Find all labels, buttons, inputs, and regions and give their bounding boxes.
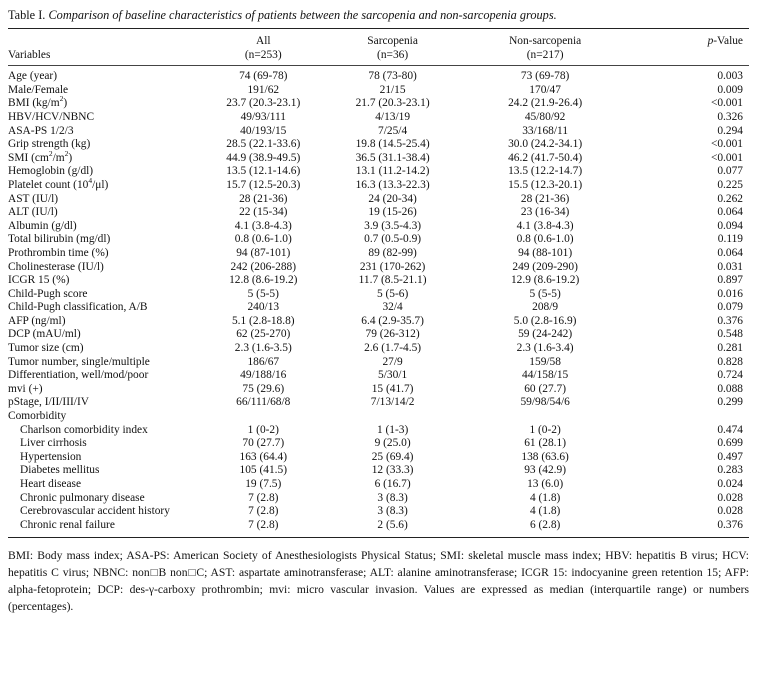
cell-p-value: 0.897 xyxy=(717,274,743,287)
cell-all: 5 (5-5) xyxy=(247,287,279,300)
cell-non-sarcopenia: 4 (1.8) xyxy=(529,491,561,504)
cell-sarcopenia: 3.9 (3.5-4.3) xyxy=(364,219,422,232)
table-row xyxy=(8,220,749,234)
cell-all: 191/62 xyxy=(247,83,280,96)
cell-p-value: 0.016 xyxy=(717,287,743,300)
cell-p-value: 0.225 xyxy=(717,178,743,191)
table-row xyxy=(8,437,749,451)
row-label-text: Charlson comorbidity index xyxy=(20,423,148,436)
cell-sarcopenia: 7/25/4 xyxy=(378,124,408,137)
row-label-text: Prothrombin time (%) xyxy=(8,246,109,259)
row-label-text: Comorbidity xyxy=(8,410,67,423)
row-label xyxy=(8,492,208,506)
row-label-text: BMI (kg/m xyxy=(8,97,60,110)
row-label xyxy=(8,165,208,179)
table-row xyxy=(8,505,749,519)
row-label-text: Albumin (g/dl) xyxy=(8,219,77,232)
row-label xyxy=(8,220,208,234)
cell-sarcopenia: 6 (16.7) xyxy=(374,478,411,490)
row-label xyxy=(8,261,208,275)
cell-p-value: 0.028 xyxy=(717,505,743,518)
cell-sarcopenia: 7/13/14/2 xyxy=(370,396,415,409)
cell-all: 242 (206-288) xyxy=(230,260,297,273)
table-row xyxy=(8,274,749,288)
row-label-superscript: 4 xyxy=(88,176,93,186)
cell-p-value: <0.001 xyxy=(710,138,743,151)
cell-sarcopenia: 2.6 (1.7-4.5) xyxy=(364,342,422,355)
header-all-label: All xyxy=(255,35,271,47)
row-label-text: Hypertension xyxy=(20,450,82,463)
cell-p-value: 0.724 xyxy=(717,369,743,382)
row-label-text: /μl) xyxy=(92,178,109,191)
cell-non-sarcopenia: 5 (5-5) xyxy=(529,287,561,300)
cell-sarcopenia: 0.7 (0.5-0.9) xyxy=(364,233,422,246)
table-container xyxy=(8,8,749,615)
cell-non-sarcopenia: 6 (2.8) xyxy=(529,518,561,531)
cell-all: 105 (41.5) xyxy=(239,464,287,477)
caption-label: Table I. xyxy=(8,8,46,22)
cell-all: 13.5 (12.1-14.6) xyxy=(226,165,301,178)
cell-non-sarcopenia xyxy=(467,410,624,424)
table-row xyxy=(8,383,749,397)
row-label xyxy=(8,176,208,193)
header-row xyxy=(8,29,749,65)
cell-all: 74 (69-78) xyxy=(239,70,288,83)
cell-p-value: 0.497 xyxy=(717,450,743,463)
cell-sarcopenia: 16.3 (13.3-22.3) xyxy=(355,178,430,191)
cell-sarcopenia: 19.8 (14.5-25.4) xyxy=(355,138,430,151)
cell-non-sarcopenia: 13.5 (12.2-14.7) xyxy=(508,165,583,178)
cell-sarcopenia: 5 (5-6) xyxy=(376,287,409,300)
cell-non-sarcopenia: 46.2 (41.7-50.4) xyxy=(508,151,583,164)
table-row xyxy=(8,451,749,465)
table-row xyxy=(8,152,749,166)
table-row xyxy=(8,247,749,261)
cell-all: 0.8 (0.6-1.0) xyxy=(234,233,292,246)
cell-p-value: 0.031 xyxy=(717,260,743,273)
row-label xyxy=(8,410,208,424)
table-row xyxy=(8,356,749,370)
table-caption xyxy=(8,8,749,28)
row-label xyxy=(8,519,208,538)
cell-sarcopenia: 6.4 (2.9-35.7) xyxy=(361,314,424,327)
cell-sarcopenia: 3 (8.3) xyxy=(377,505,408,518)
cell-p-value xyxy=(624,410,749,424)
row-label-text: AFP (ng/ml) xyxy=(8,314,66,327)
table-row xyxy=(8,396,749,410)
row-label xyxy=(8,138,208,152)
cell-non-sarcopenia: 45/80/92 xyxy=(524,110,566,123)
cell-all: 19 (7.5) xyxy=(245,478,282,490)
row-label-text: Child-Pugh score xyxy=(8,287,88,300)
row-label xyxy=(8,148,208,166)
cell-p-value: 0.699 xyxy=(717,437,743,450)
cell-non-sarcopenia: 33/168/11 xyxy=(522,124,569,137)
row-label-text: ICGR 15 (%) xyxy=(8,274,70,287)
cell-all: 23.7 (20.3-23.1) xyxy=(226,97,301,110)
table-row xyxy=(8,369,749,383)
cell-p-value: 0.828 xyxy=(717,355,743,368)
cell-non-sarcopenia: 1 (0-2) xyxy=(529,423,561,436)
table-row xyxy=(8,261,749,275)
row-label-text: Tumor size (cm) xyxy=(8,342,84,355)
row-label-superscript: 2 xyxy=(59,94,64,104)
row-label-text: ) xyxy=(63,97,68,110)
row-label xyxy=(8,505,208,519)
cell-all: 7 (2.8) xyxy=(248,505,279,518)
cell-p-value: 0.326 xyxy=(717,110,743,123)
row-label xyxy=(8,437,208,451)
row-label-text: Child-Pugh classification, A/B xyxy=(8,301,148,314)
row-label xyxy=(8,464,208,478)
cell-sarcopenia: 11.7 (8.5-21.1) xyxy=(358,274,427,287)
caption-text: Comparison of baseline characteristics of patients between the sarcopenia and non-sarcopenia groups. xyxy=(48,8,557,22)
cell-non-sarcopenia: 44/158/15 xyxy=(522,369,569,382)
row-label xyxy=(8,342,208,356)
cell-sarcopenia: 231 (170-262) xyxy=(359,260,426,273)
header-sarcopenia xyxy=(319,29,467,65)
cell-all: 7 (2.8) xyxy=(248,491,279,504)
cell-all: 62 (25-270) xyxy=(236,328,291,341)
table-row xyxy=(8,111,749,125)
row-label xyxy=(8,478,208,492)
table-row xyxy=(8,410,749,424)
row-label-text: Chronic pulmonary disease xyxy=(20,491,145,504)
row-label-text: Age (year) xyxy=(8,70,58,83)
row-label xyxy=(8,206,208,220)
row-label-text: Total bilirubin (mg/dl) xyxy=(8,233,111,246)
cell-sarcopenia: 2 (5.6) xyxy=(377,518,408,531)
row-label-text: ASA-PS 1/2/3 xyxy=(8,124,74,137)
cell-p-value: 0.281 xyxy=(717,342,743,355)
cell-sarcopenia: 25 (69.4) xyxy=(371,450,414,463)
row-label-text: HBV/HCV/NBNC xyxy=(8,110,95,123)
cell-sarcopenia: 89 (82-99) xyxy=(368,246,417,259)
row-label-text: Hemoglobin (g/dl) xyxy=(8,165,94,178)
cell-all: 1 (0-2) xyxy=(247,423,279,436)
header-sarcopenia-label: Sarcopenia xyxy=(367,35,418,47)
cell-non-sarcopenia: 94 (88-101) xyxy=(518,246,573,259)
cell-p-value: <0.001 xyxy=(710,151,743,164)
cell-non-sarcopenia: 4.1 (3.8-4.3) xyxy=(516,219,574,232)
table-row xyxy=(8,342,749,356)
row-label-text: Diabetes mellitus xyxy=(20,464,100,477)
table-row xyxy=(8,97,749,111)
cell-non-sarcopenia: 23 (16-34) xyxy=(520,206,570,219)
cell-all: 163 (64.4) xyxy=(239,450,287,463)
cell-non-sarcopenia: 138 (63.6) xyxy=(521,450,569,463)
row-label xyxy=(8,66,208,84)
header-non-sarcopenia-label: Non-sarcopenia xyxy=(509,35,582,47)
cell-sarcopenia: 36.5 (31.1-38.4) xyxy=(355,151,430,164)
table-row xyxy=(8,125,749,139)
cell-p-value: 0.064 xyxy=(717,246,743,259)
cell-p-value: 0.009 xyxy=(717,83,743,96)
cell-non-sarcopenia: 24.2 (21.9-26.4) xyxy=(508,97,583,110)
table-row xyxy=(8,315,749,329)
row-label xyxy=(8,84,208,98)
cell-all: 28 (21-36) xyxy=(239,192,288,205)
cell-all: 40/193/15 xyxy=(240,124,287,137)
cell-p-value: 0.119 xyxy=(717,233,743,246)
cell-sarcopenia: 21.7 (20.3-23.1) xyxy=(355,97,430,110)
row-label-text: Differentiation, well/mod/poor xyxy=(8,369,149,382)
row-label xyxy=(8,233,208,247)
cell-p-value: 0.376 xyxy=(717,314,743,327)
row-label xyxy=(8,369,208,383)
cell-sarcopenia: 24 (20-34) xyxy=(368,192,417,205)
cell-p-value: 0.094 xyxy=(717,219,743,232)
cell-p-value: 0.064 xyxy=(717,206,743,219)
cell-all: 7 (2.8) xyxy=(248,518,279,531)
cell-all: 28.5 (22.1-33.6) xyxy=(226,138,301,151)
cell-p-value: 0.474 xyxy=(717,423,743,436)
cell-p-value: 0.299 xyxy=(717,396,743,409)
table-row xyxy=(8,464,749,478)
cell-sarcopenia: 1 (1-3) xyxy=(376,423,409,436)
cell-sarcopenia: 78 (73-80) xyxy=(368,70,417,83)
cell-sarcopenia: 79 (26-312) xyxy=(365,328,420,341)
cell-p-value: 0.079 xyxy=(717,301,743,314)
cell-sarcopenia: 3 (8.3) xyxy=(377,491,408,504)
row-label xyxy=(8,193,208,207)
cell-all: 66/111/68/8 xyxy=(236,396,291,409)
cell-sarcopenia: 4/13/19 xyxy=(375,110,411,123)
header-sarcopenia-n: (n=36) xyxy=(377,48,409,61)
row-label xyxy=(8,125,208,139)
cell-non-sarcopenia: 0.8 (0.6-1.0) xyxy=(516,233,574,246)
header-all xyxy=(208,29,319,65)
row-label xyxy=(8,247,208,261)
cell-p-value: 0.088 xyxy=(717,382,743,395)
cell-p-value: 0.548 xyxy=(717,328,743,341)
header-p-rest: -Value xyxy=(713,35,743,47)
row-label-text: Cholinesterase (IU/l) xyxy=(8,260,104,273)
cell-sarcopenia: 5/30/1 xyxy=(378,369,408,382)
cell-p-value: <0.001 xyxy=(710,97,743,110)
cell-non-sarcopenia: 208/9 xyxy=(532,301,559,314)
cell-all: 70 (27.7) xyxy=(242,437,285,450)
cell-sarcopenia: 27/9 xyxy=(382,355,403,368)
cell-all: 44.9 (38.9-49.5) xyxy=(226,151,301,164)
cell-non-sarcopenia: 73 (69-78) xyxy=(520,70,570,83)
table-row xyxy=(8,233,749,247)
bottom-rule xyxy=(8,537,749,538)
header-p-value xyxy=(624,29,749,65)
row-label xyxy=(8,288,208,302)
cell-sarcopenia: 19 (15-26) xyxy=(368,206,417,219)
table-row xyxy=(8,66,749,84)
cell-non-sarcopenia: 60 (27.7) xyxy=(524,382,566,395)
cell-all: 75 (29.6) xyxy=(242,382,285,395)
table-row xyxy=(8,138,749,152)
cell-non-sarcopenia: 249 (209-290) xyxy=(512,260,578,273)
table-row xyxy=(8,478,749,492)
table-row xyxy=(8,519,749,538)
table-footnote: BMI: Body mass index; ASA-PS: American Society of Anesthesiologists Physical Status; SMI: skeletal muscle mass index; HBV: hepatitis B virus; HCV: hepatitis C virus; NBNC: non□B non□C; AST: aspartate aminotransferase; ALT: alanine aminotransferase; ICGR 15: indocyanine green retention 15; AFP: alpha-fetoprotein; DCP: des-γ-carboxy prothrombin; mvi: micro vascular invasion. Values are expressed as median (interquartile range) or numbers (percentages). xyxy=(8,549,749,614)
cell-sarcopenia: 13.1 (11.2-14.2) xyxy=(355,165,430,178)
cell-p-value: 0.262 xyxy=(717,192,743,205)
cell-sarcopenia: 9 (25.0) xyxy=(374,437,411,450)
cell-non-sarcopenia: 4 (1.8) xyxy=(529,505,561,518)
table-row xyxy=(8,424,749,438)
row-label xyxy=(8,396,208,410)
row-label-superscript: 2 xyxy=(64,148,69,158)
table-row xyxy=(8,492,749,506)
cell-sarcopenia: 21/15 xyxy=(379,83,406,96)
row-label xyxy=(8,111,208,125)
cell-p-value: 0.376 xyxy=(717,518,743,531)
header-non-sarcopenia-n: (n=217) xyxy=(526,48,564,61)
cell-sarcopenia: 15 (41.7) xyxy=(371,382,414,395)
header-all-n: (n=253) xyxy=(244,48,282,61)
cell-all: 49/188/16 xyxy=(240,369,287,382)
row-label xyxy=(8,274,208,288)
row-label-text: pStage, I/II/III/IV xyxy=(8,396,89,409)
cell-non-sarcopenia: 61 (28.1) xyxy=(524,437,566,450)
row-label-text: Male/Female xyxy=(8,83,69,96)
cell-non-sarcopenia: 13 (6.0) xyxy=(527,478,564,490)
row-label xyxy=(8,328,208,342)
row-label xyxy=(8,315,208,329)
cell-non-sarcopenia: 30.0 (24.2-34.1) xyxy=(508,138,583,151)
cell-sarcopenia: 32/4 xyxy=(382,301,403,314)
cell-non-sarcopenia: 12.9 (8.6-19.2) xyxy=(510,274,580,287)
cell-non-sarcopenia: 170/47 xyxy=(529,83,561,96)
cell-p-value: 0.028 xyxy=(717,491,743,504)
cell-all: 12.8 (8.6-19.2) xyxy=(229,274,298,287)
row-label-text: SMI (cm xyxy=(8,151,49,164)
cell-non-sarcopenia: 28 (21-36) xyxy=(520,192,570,205)
cell-sarcopenia: 12 (33.3) xyxy=(371,464,414,477)
row-label xyxy=(8,383,208,397)
row-label-text: Platelet count (10 xyxy=(8,178,89,191)
row-label xyxy=(8,451,208,465)
cell-all: 5.1 (2.8-18.8) xyxy=(231,314,295,327)
cell-p-value: 0.283 xyxy=(717,464,743,477)
table-row xyxy=(8,328,749,342)
row-label-text: Grip strength (kg) xyxy=(8,138,91,151)
table-row xyxy=(8,193,749,207)
cell-non-sarcopenia: 59/98/54/6 xyxy=(520,396,570,409)
characteristics-table xyxy=(8,29,749,537)
cell-all: 15.7 (12.5-20.3) xyxy=(226,178,301,191)
row-label-text: ALT (IU/l) xyxy=(8,206,58,219)
table-row xyxy=(8,84,749,98)
cell-all: 22 (15-34) xyxy=(239,206,288,219)
cell-non-sarcopenia: 2.3 (1.6-3.4) xyxy=(516,342,574,355)
cell-non-sarcopenia: 5.0 (2.8-16.9) xyxy=(513,314,577,327)
cell-p-value: 0.077 xyxy=(717,165,743,178)
row-label-text: /m xyxy=(52,151,65,164)
header-variables: Variables xyxy=(8,48,51,61)
table-row xyxy=(8,301,749,315)
row-label xyxy=(8,424,208,438)
table-row xyxy=(8,165,749,179)
table-body xyxy=(8,66,749,538)
cell-p-value: 0.024 xyxy=(717,478,743,490)
row-label-text: Cerebrovascular accident history xyxy=(20,505,170,518)
header-p-italic: p xyxy=(707,35,714,47)
cell-p-value: 0.294 xyxy=(717,124,743,137)
cell-all: 94 (87-101) xyxy=(236,246,291,259)
table-row xyxy=(8,179,749,193)
cell-sarcopenia xyxy=(319,410,467,424)
cell-non-sarcopenia: 93 (42.9) xyxy=(524,464,566,477)
cell-all: 186/67 xyxy=(247,355,280,368)
row-label-text: Chronic renal failure xyxy=(20,518,115,531)
table-row xyxy=(8,288,749,302)
cell-all: 49/93/111 xyxy=(240,110,286,123)
cell-all: 4.1 (3.8-4.3) xyxy=(234,219,292,232)
row-label-text: Heart disease xyxy=(20,478,82,490)
row-label xyxy=(8,301,208,315)
cell-all: 240/13 xyxy=(247,301,280,314)
row-label-text: DCP (mAU/ml) xyxy=(8,328,81,341)
row-label-text: mvi (+) xyxy=(8,382,43,395)
row-label xyxy=(8,356,208,370)
row-label xyxy=(8,94,208,111)
header-non-sarcopenia xyxy=(467,29,624,65)
cell-non-sarcopenia: 15.5 (12.3-20.1) xyxy=(508,178,583,191)
row-label-text: AST (IU/l) xyxy=(8,192,59,205)
cell-p-value: 0.003 xyxy=(717,70,743,83)
row-label-text: ) xyxy=(68,151,73,164)
cell-all: 2.3 (1.6-3.5) xyxy=(234,342,292,355)
row-label-text: Tumor number, single/multiple xyxy=(8,355,150,368)
row-label-superscript: 2 xyxy=(48,148,53,158)
cell-non-sarcopenia: 59 (24-242) xyxy=(518,328,573,341)
cell-non-sarcopenia: 159/58 xyxy=(529,355,561,368)
cell-all xyxy=(208,410,319,424)
row-label-text: Liver cirrhosis xyxy=(20,437,87,450)
table-row xyxy=(8,206,749,220)
